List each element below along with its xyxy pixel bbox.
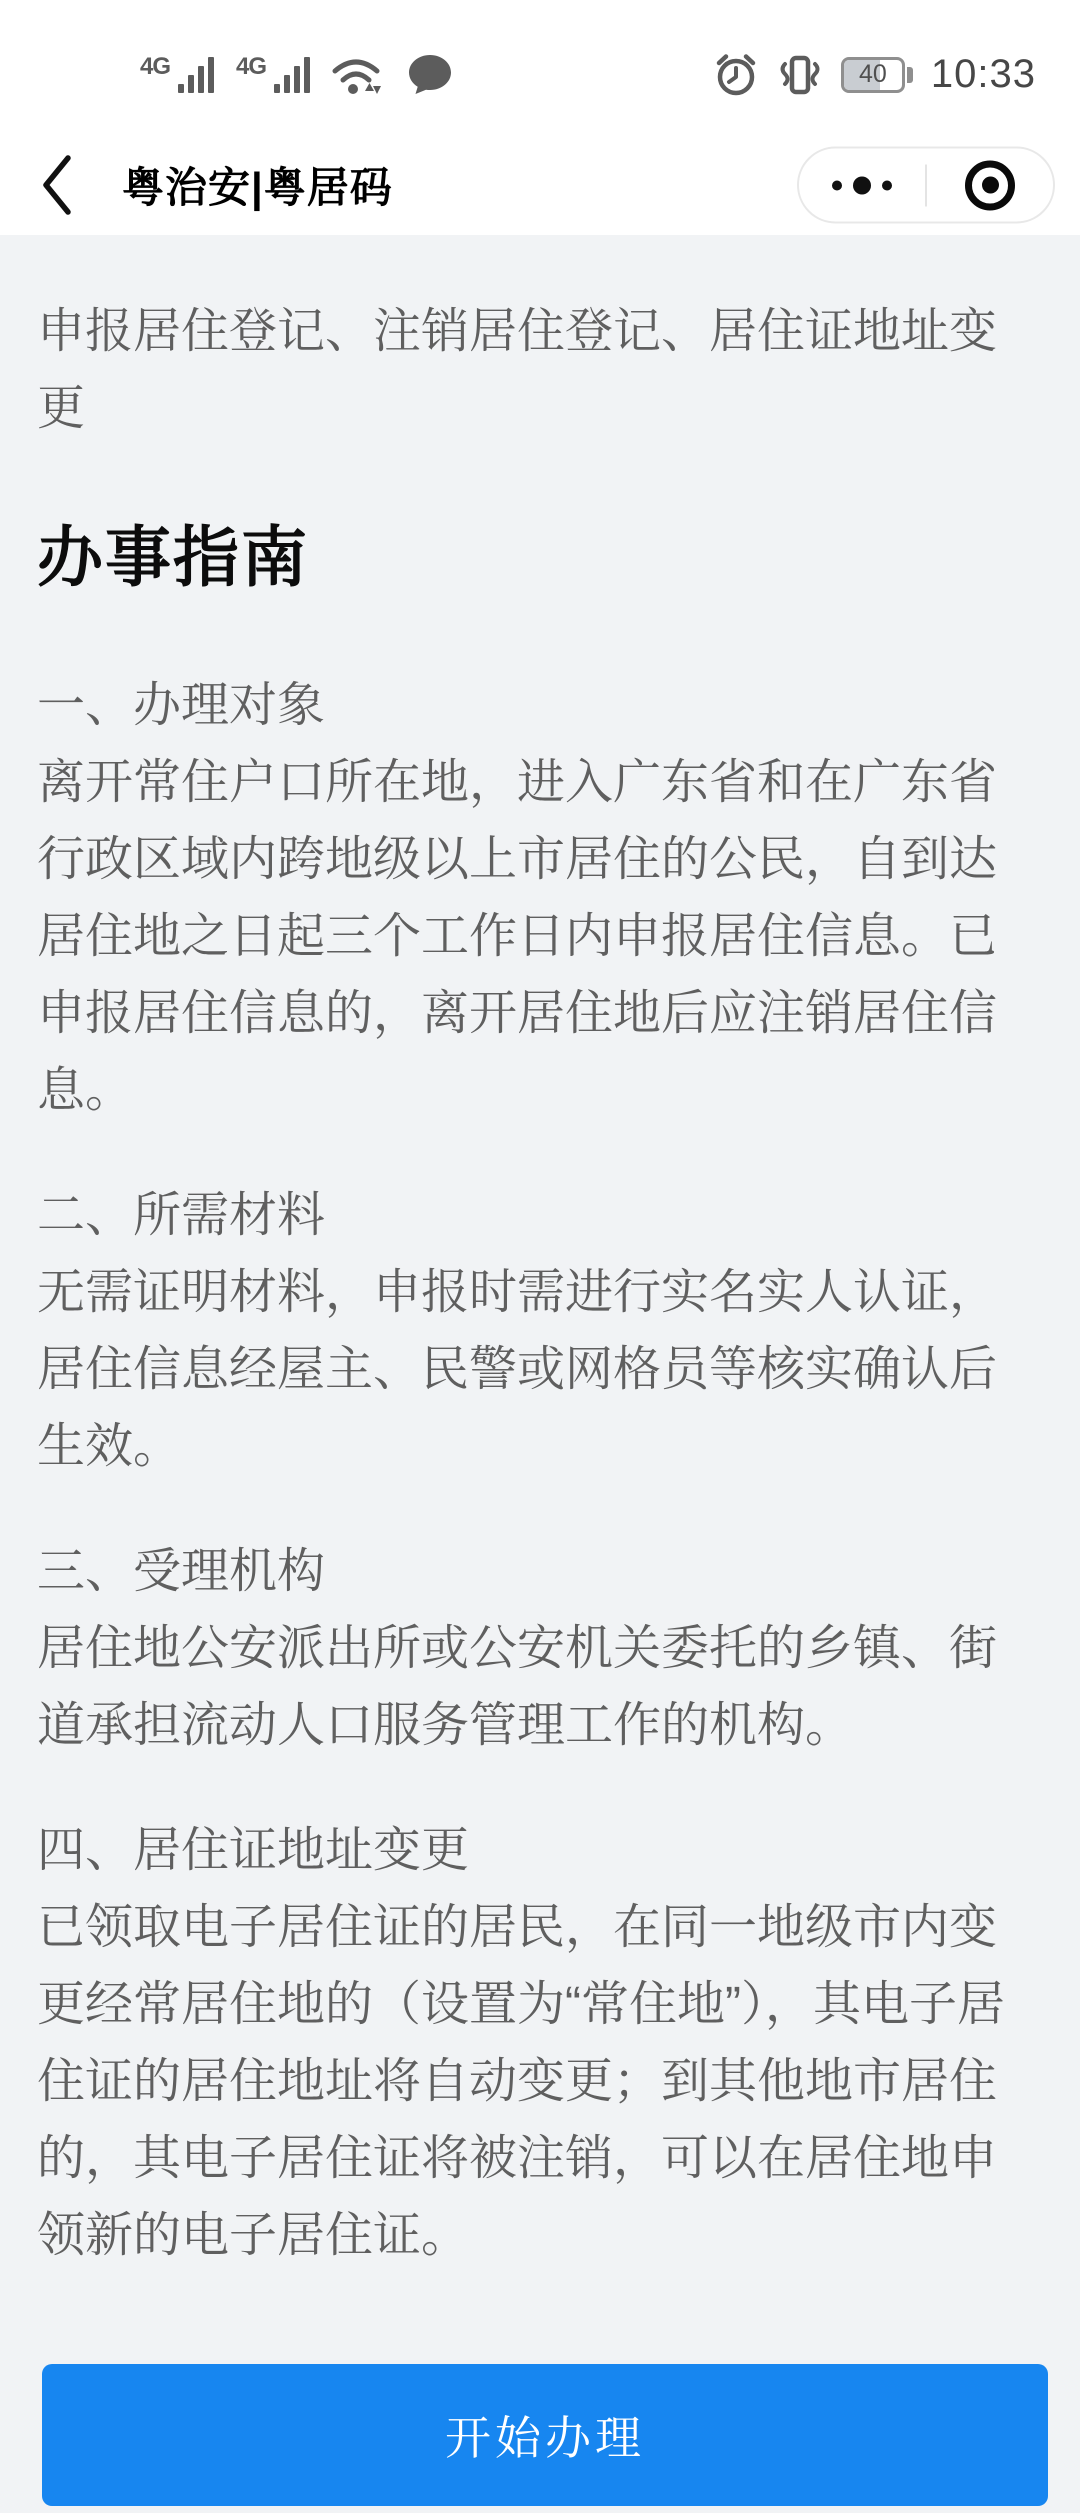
more-dots-icon — [832, 176, 892, 194]
miniprogram-capsule — [797, 147, 1055, 224]
section-target-audience — [37, 667, 1027, 1129]
section-heading: 三、受理机构 — [37, 1545, 326, 1598]
network-type-label: 4G — [140, 52, 171, 80]
status-left-icons — [140, 52, 454, 98]
section-heading: 四、居住证地址变更 — [37, 1824, 470, 1877]
signal-4g-icon — [236, 52, 310, 93]
section-body: 已领取电子居住证的居民，在同一地级市内变更经常居住地的（设置为“常住地”），其电子居住证的居住地址将自动变更；到其他地市居住的，其电子居住证将被注销，可以在居住地申领新的电子居住证。 — [37, 1901, 1005, 2262]
alarm-clock-icon — [713, 52, 759, 98]
battery-nub — [907, 67, 913, 83]
page-content — [0, 235, 1080, 2513]
wifi-icon — [332, 53, 384, 97]
status-right-icons — [713, 52, 1036, 98]
section-body: 无需证明材料，申报时需进行实名实人认证，居住信息经屋主、民警或网格员等核实确认后生效。 — [37, 1266, 998, 1473]
section-address-change — [37, 1812, 1027, 2274]
page-title: 粤治安|粤居码 — [122, 164, 393, 211]
exit-target-icon — [965, 160, 1015, 210]
section-body: 离开常住户口所在地，进入广东省和在广东省行政区域内跨地级以上市居住的公民，自到达居住地之日起三个工作日内申报居住信息。已申报居住信息的，离开居住地后应注销居住信息。 — [37, 756, 998, 1117]
battery-percent: 40 — [858, 60, 887, 88]
section-heading: 一、办理对象 — [37, 679, 326, 732]
message-bubble-icon — [406, 52, 454, 98]
navigation-bar — [0, 135, 1080, 235]
signal-bars-icon — [178, 57, 214, 93]
section-heading: 二、所需材料 — [37, 1189, 326, 1242]
clock-time: 10:33 — [930, 52, 1036, 96]
signal-bars-icon — [274, 57, 310, 93]
battery-icon — [841, 57, 913, 93]
back-button[interactable] — [38, 152, 82, 218]
more-button[interactable] — [799, 149, 925, 222]
section-required-materials — [37, 1177, 1027, 1485]
start-process-button[interactable]: 开始办理 — [42, 2364, 1048, 2506]
exit-button[interactable] — [927, 149, 1053, 222]
vibrate-icon — [777, 52, 823, 98]
service-summary: 申报居住登记、注销居住登记、居住证地址变更 — [37, 305, 998, 435]
network-type-label: 4G — [236, 52, 267, 80]
guide-title: 办事指南 — [37, 520, 309, 594]
section-accepting-agency — [37, 1533, 1027, 1764]
back-chevron-icon — [38, 152, 74, 218]
section-body: 居住地公安派出所或公安机关委托的乡镇、街道承担流动人口服务管理工作的机构。 — [37, 1622, 998, 1752]
status-bar — [0, 0, 1080, 135]
signal-4g-icon — [140, 52, 214, 93]
